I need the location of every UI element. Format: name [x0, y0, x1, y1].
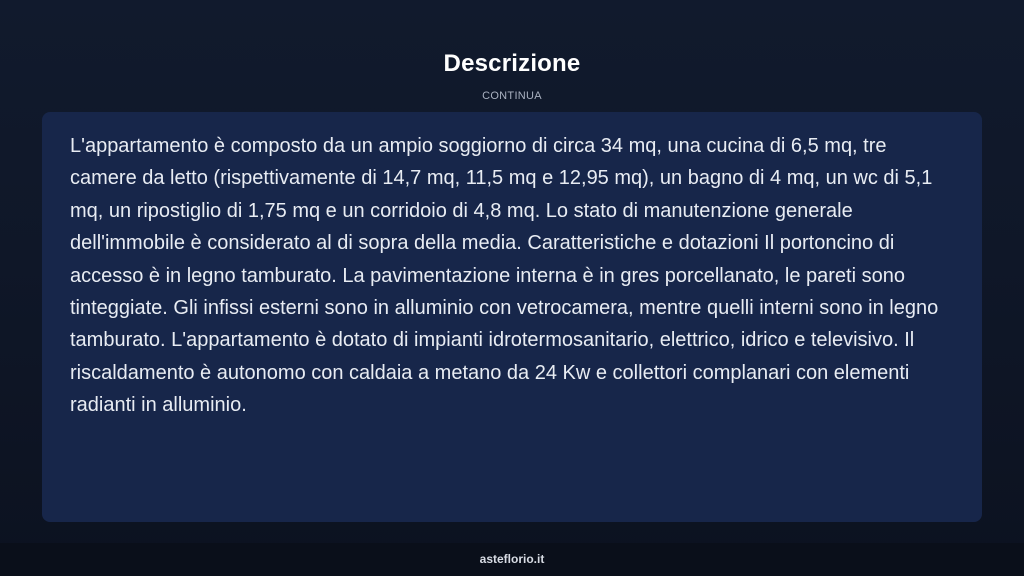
site-name: asteflorio.it [479, 552, 545, 566]
description-card [42, 112, 982, 522]
page-title: Descrizione [443, 50, 581, 77]
footer-bar [0, 543, 1024, 576]
continue-label: CONTINUA [482, 90, 542, 102]
description-text: L'appartamento è composto da un ampio soggiorno di circa 34 mq, una cucina di 6,5 mq, tre camere da letto (rispettivamente di 14,7 mq, 11,5 mq e 12,95 mq), un bagno di 4 mq, un wc di 5,1 mq, un ripostiglio di 1,75 mq e un corridoio di 4,8 mq. Lo stato di manutenzione generale dell'immobile è considerato al di sopra della media. Caratteristiche e dotazioni Il portoncino di accesso è in legno tamburato. La pavimentazione interna è in gres porcellanato, le pareti sono tinteggiate. Gli infissi esterni sono in alluminio con vetrocamera, mentre quelli interni sono in legno tamburato. L'appartamento è dotato di impianti idrotermosanitario, elettrico, idrico e televisivo. Il riscaldamento è autonomo con caldaia a metano da 24 Kw e collettori complanari con elementi radianti in alluminio. [70, 135, 939, 417]
